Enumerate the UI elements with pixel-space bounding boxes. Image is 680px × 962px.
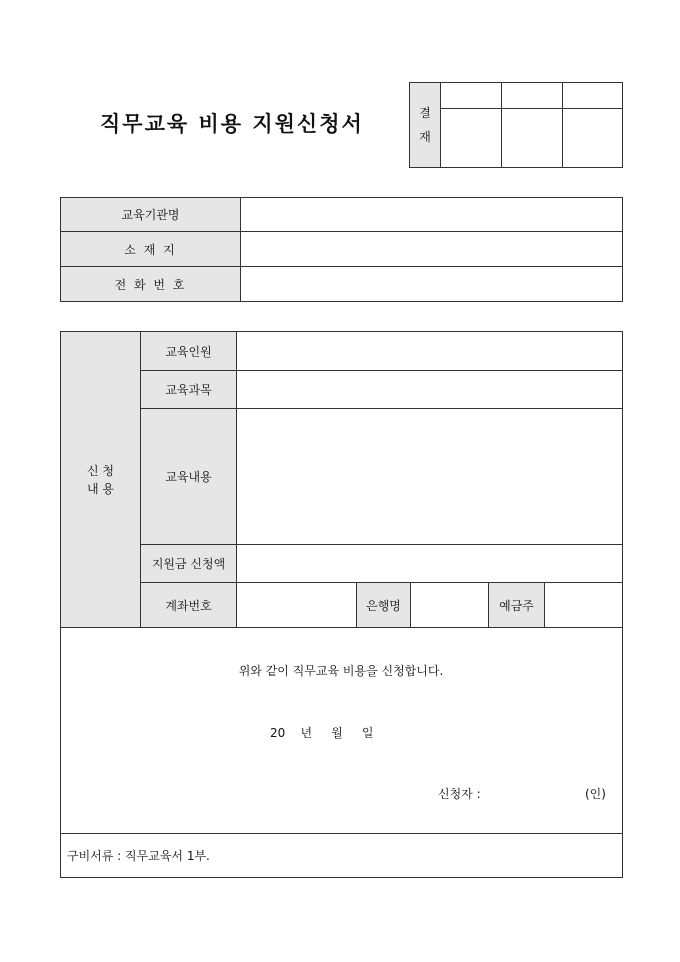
approval-label — [410, 83, 441, 168]
amount-label: 지원금 신청액 — [141, 545, 237, 583]
approval-header-cell-3 — [563, 83, 623, 109]
holder-label: 예금주 — [489, 583, 545, 628]
form-title: 직무교육 비용 지원신청서 — [100, 111, 364, 136]
applicant-label: 신청자 : — [438, 787, 481, 801]
approval-header-cell-1 — [441, 83, 502, 109]
approval-sign-cell-3[interactable] — [563, 109, 623, 168]
declaration-date: 20 년 월 일 — [270, 726, 374, 740]
seal-label: (인) — [585, 787, 606, 801]
declaration-statement: 위와 같이 직무교육 비용을 신청합니다. — [238, 664, 444, 678]
institution-address-field[interactable] — [241, 232, 623, 267]
institution-name-field[interactable] — [241, 198, 623, 232]
bank-label: 은행명 — [357, 583, 411, 628]
institution-table — [60, 197, 623, 302]
approval-header-cell-2 — [502, 83, 563, 109]
trainees-label: 교육인원 — [141, 332, 237, 371]
account-field[interactable] — [237, 583, 357, 628]
bank-field[interactable] — [411, 583, 489, 628]
account-label: 계좌번호 — [141, 583, 237, 628]
application-group-label-line2: 내 용 — [87, 481, 114, 496]
amount-field[interactable] — [237, 545, 623, 583]
institution-phone-field[interactable] — [241, 267, 623, 302]
attachments-text: 구비서류 : 직무교육서 1부. — [67, 849, 210, 863]
application-table — [60, 331, 623, 878]
course-label: 교육과목 — [141, 371, 237, 409]
application-group-label-line1: 신 청 — [87, 463, 114, 478]
institution-address-label: 소 재 지 — [61, 232, 241, 267]
content-label: 교육내용 — [141, 409, 237, 545]
institution-name-label: 교육기관명 — [61, 198, 241, 232]
holder-field[interactable] — [545, 583, 623, 628]
approval-label-line2: 재 — [419, 130, 431, 144]
trainees-field[interactable] — [237, 332, 623, 371]
approval-box — [409, 82, 623, 168]
attachments-cell — [61, 834, 623, 878]
content-field[interactable] — [237, 409, 623, 545]
institution-phone-label: 전 화 번 호 — [61, 267, 241, 302]
course-field[interactable] — [237, 371, 623, 409]
application-group-label — [61, 332, 141, 628]
approval-sign-cell-1[interactable] — [441, 109, 502, 168]
approval-label-line1: 결 — [419, 106, 431, 120]
approval-sign-cell-2[interactable] — [502, 109, 563, 168]
